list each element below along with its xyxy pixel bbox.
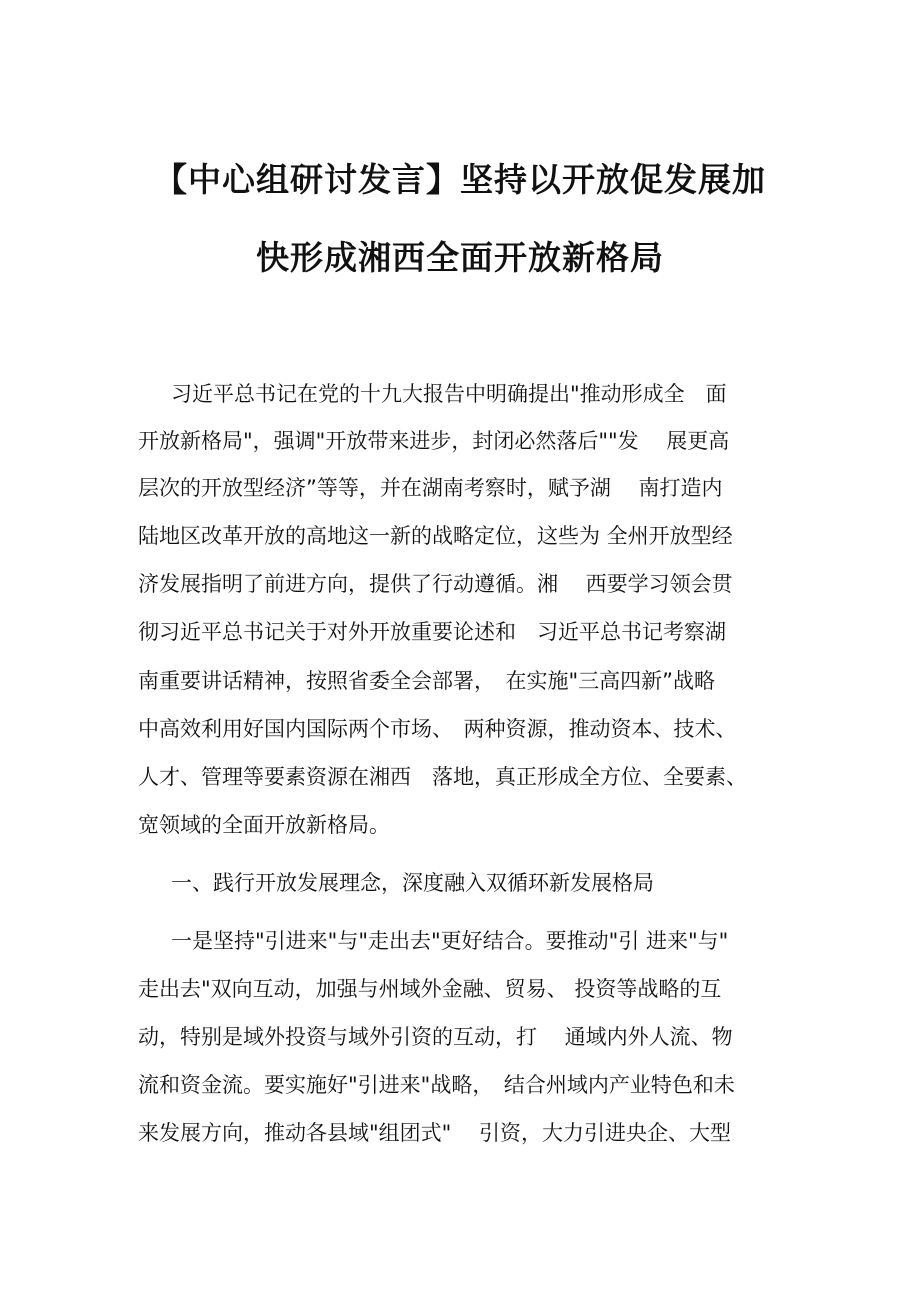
paragraph-1-line-6: 彻习近平总书记关于对外开放重要论述和 习近平总书记考察湖 [138,620,726,644]
paragraph-1-line-9: 人才、管理等要素资源在湘西 落地，真正形成全方位、全要素、 [138,765,747,789]
paragraph-2-line-3: 动，特别是域外投资与域外引资的互动，打 通域内外人流、物 [138,1025,733,1049]
paragraph-1-line-5: 济发展指明了前进方向，提供了行动遵循。湘 西要学习领会贯 [138,572,733,596]
paragraph-1-line-8: 中高效利用好国内国际两个市场、 两种资源，推动资本、技术、 [138,717,737,741]
paragraph-2-line-1: 一是坚持"引进来"与"走出去"更好结合。要推动"引 进来"与" [171,929,729,953]
paragraph-1-line-3: 层次的开放型经济”等等，并在湖南考察时，赋予湖 南打造内 [138,476,723,500]
document-title-line-1: 【中心组研讨发言】坚持以开放促发展加 [154,160,766,199]
section-heading-1: 一、践行开放发展理念，深度融入双循环新发展格局 [171,871,654,895]
paragraph-1-line-2: 开放新格局"，强调"开放带来进步，封闭必然落后""发 展更高 [138,429,730,453]
paragraph-1-line-4: 陆地区改革开放的高地这一新的战略定位，这些为 全州开放型经 [138,524,733,548]
paragraph-1-line-1: 习近平总书记在党的十九大报告中明确提出"推动形成全 面 [171,382,727,406]
document-title-line-2: 快形成湘西全面开放新格局 [256,238,664,277]
paragraph-2-line-4: 流和资金流。要实施好"引进来"战略， 结合州域内产业特色和未 [138,1073,735,1097]
paragraph-1-line-7: 南重要讲话精神，按照省委全会部署， 在实施"三高四新”战略 [138,669,716,693]
paragraph-1-line-10: 宽领域的全面开放新格局。 [138,813,390,837]
paragraph-2-line-5: 来发展方向，推动各县域"组团式" 引资，大力引进央企、大型 [138,1121,731,1145]
paragraph-2-line-2: 走出去"双向互动，加强与州域外金融、贸易、 投资等战略的互 [138,977,722,1001]
